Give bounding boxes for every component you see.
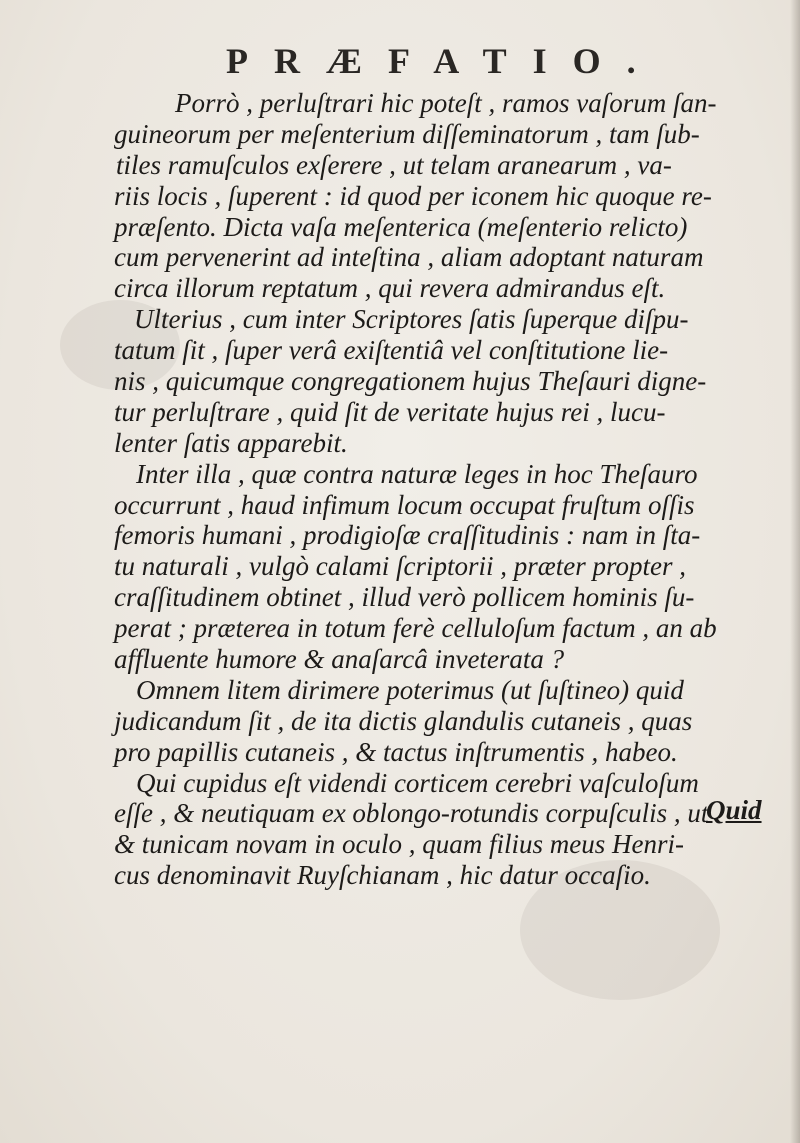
running-head: PRÆFATIO. xyxy=(226,41,662,81)
text-line: riis locis , ſuperent : id quod per iconem hic quoque re- xyxy=(114,180,712,211)
text-line: tu naturali , vulgò calami ſcriptorii , præter propter , xyxy=(114,551,686,582)
text-line: tur perluſtrare , quid ſit de veritate hujus rei , lucu- xyxy=(114,396,666,427)
text-line: nis , quicumque congregationem hujus Theſauri digne- xyxy=(114,366,707,397)
text-line: Qui cupidus eſt videndi corticem cerebri vaſculoſum xyxy=(136,767,699,798)
text-line: cum pervenerint ad inteſtina , aliam adoptant naturam xyxy=(114,242,704,273)
text-line: Porrò , perluſtrari hic poteſt , ramos vaſorum ſan- xyxy=(175,88,717,118)
text-line: pro papillis cutaneis , & tactus inſtrumentis , habeo. xyxy=(114,736,678,767)
text-line: judicandum ſit , de ita dictis glandulis cutaneis , quas xyxy=(114,705,693,736)
text-line: occurrunt , haud infimum locum occupat fruſtum oſſis xyxy=(114,489,695,520)
text-line: affluente humore & anaſarcâ inveterata ? xyxy=(114,644,565,675)
text-line: & tunicam novam in oculo , quam filius meus Henri- xyxy=(114,829,684,860)
text-line: femoris humani , prodigioſæ craſſitudinis : nam in ſta- xyxy=(114,520,701,551)
text-line: tiles ramuſculos exſerere , ut telam aranearum , va- xyxy=(116,149,672,180)
text-line: præſento. Dicta vaſa meſenterica (meſenterio relicto) xyxy=(114,211,688,242)
text-line: lenter ſatis apparebit. xyxy=(114,427,348,458)
text-line: tatum ſit , ſuper verâ exiſtentiâ vel conſtitutione lie- xyxy=(114,335,669,366)
page-edge-shadow xyxy=(790,0,800,1143)
text-line: Inter illa , quæ contra naturæ leges in hoc Theſauro xyxy=(136,458,698,489)
text-line: Omnem litem dirimere poterimus (ut ſuſtineo) quid xyxy=(136,674,684,705)
text-line: craſſitudinem obtinet , illud verò pollicem hominis ſu- xyxy=(114,582,695,613)
text-line: eſſe , & neutiquam ex oblongo-rotundis corpuſculis , ut xyxy=(114,798,709,829)
body-text xyxy=(114,88,794,891)
text-line: Ulterius , cum inter Scriptores ſatis ſuperque diſpu- xyxy=(134,304,689,335)
catchword: Quid xyxy=(706,795,762,825)
text-line: cus denominavit Ruyſchianam , hic datur occaſio. xyxy=(114,860,651,891)
text-line: circa illorum reptatum , qui revera admirandus eſt. xyxy=(114,273,666,304)
text-line: guineorum per meſenterium diſſeminatorum , tam ſub- xyxy=(114,118,700,149)
text-line: perat ; præterea in totum ferè celluloſum factum , an ab xyxy=(114,613,717,644)
